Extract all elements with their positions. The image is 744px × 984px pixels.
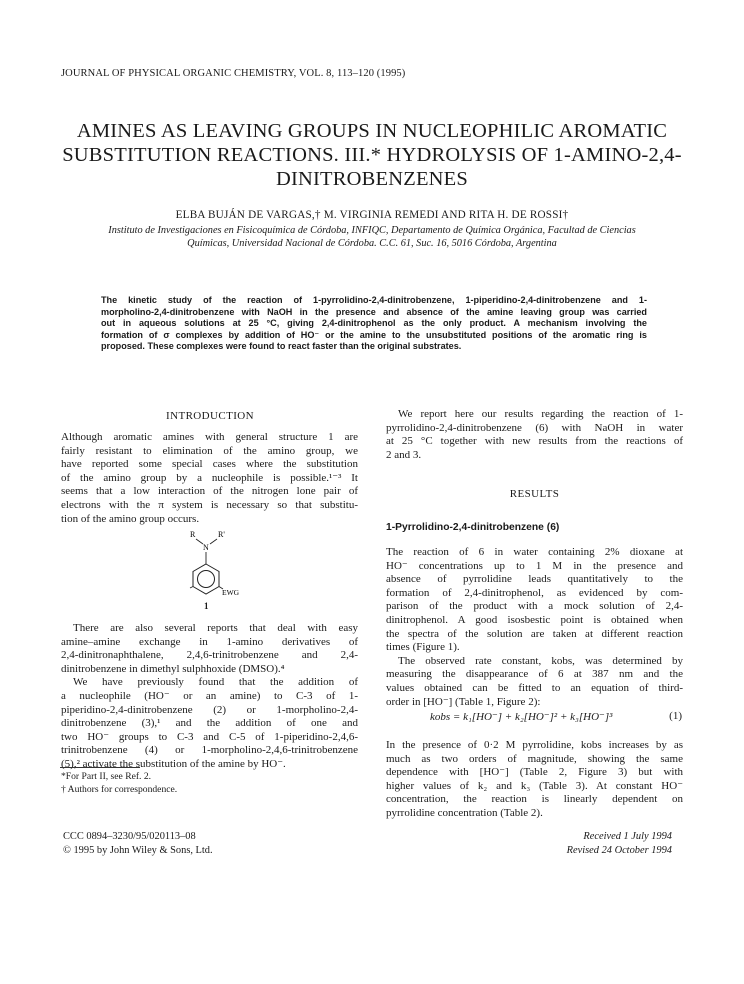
section-heading-results: RESULTS [509, 488, 560, 500]
abstract-line: out in aqueous solutions at 25 °C, giving 2,4-dinitrophenol as the only product. A mechanism involving the [101, 318, 647, 329]
results-paragraph [386, 546, 683, 709]
section-heading-introduction: INTRODUCTION [166, 410, 254, 422]
text-line: values obtained can be fitted to an equation of third- [386, 681, 683, 694]
text-line: parison of the product with a mock solution of 2,4- [386, 600, 683, 613]
intro-paragraph [61, 622, 358, 772]
authors: ELBA BUJÁN DE VARGAS,† M. VIRGINIA REMEDI AND RITA H. DE ROSSI† [175, 209, 569, 221]
ccc-code: CCC 0894–3230/95/020113–08 [63, 831, 196, 842]
intro-paragraph [61, 431, 358, 526]
text-line: We have previously found that the addition of [73, 676, 358, 689]
structure-1-drawing [160, 526, 270, 616]
text-line: measuring the disappearance of 6 at 387 nm and the [386, 668, 683, 681]
text-line: much as two orders of magnitude, showing the same [386, 752, 683, 765]
text-line: of the amino group by a nucleophile is possible.¹⁻³ It [61, 471, 358, 484]
text-line: the spectra of the solution are taken at different reaction [386, 627, 683, 640]
copyright-block [63, 830, 213, 857]
results-paragraph [386, 739, 683, 821]
text-line: There are also several reports that deal with easy [73, 622, 358, 634]
text-line: HO⁻ concentrations up to 1 M in the presence and [386, 559, 683, 572]
text-line: at 25 °C together with new results from the reactions of [386, 435, 683, 448]
affiliation-line: Químicas, Universidad Nacional de Córdoba. C.C. 61, Suc. 16, 5016 Córdoba, Argentina [187, 238, 557, 249]
text-line: 2 and 3. [386, 448, 422, 461]
text-line: dinitrophenol. A good isosbestic point is obtained when [386, 613, 683, 626]
text-line: 2,4-dinitronaphthalene, 2,4,6-trinitrobenzene and 2,4- [61, 649, 358, 662]
subsection-heading: 1-Pyrrolidino-2,4-dinitrobenzene (6) [386, 522, 560, 533]
title-line: DINITROBENZENES [275, 168, 469, 190]
abstract-line: The kinetic study of the reaction of 1-pyrrolidino-2,4-dinitrobenzene, 1-piperidino-2,4-dinitrobenzene and 1- [101, 295, 647, 305]
text-line: a nucleophile (HO⁻ or an amine) to C-3 of 1- [61, 689, 358, 702]
text-line: electrons with the π system is necessary so that substitu- [61, 498, 358, 511]
text-line: have reported some special cases where the substitution [61, 458, 358, 471]
affiliation [60, 224, 684, 250]
text-line: In the presence of 0·2 M pyrrolidine, kobs increases by as [386, 739, 683, 751]
text-line: dinitrobenzene (3),¹ and the addition of one and [61, 717, 358, 730]
received-date: Received 1 July 1994 [583, 831, 672, 842]
revised-date: Revised 24 October 1994 [566, 844, 672, 856]
text-line: times (Figure 1). [386, 641, 460, 654]
text-line: (5),² activate the substitution of the amine by HO⁻. [61, 757, 286, 770]
text-line: two HO⁻ groups to C-3 and C-5 of 1-piperidino-2,4,6- [61, 730, 358, 743]
abstract-line: formation of σ complexes by addition of HO⁻ or the amine to the unsubstituted positions of the aromatic ring is [101, 329, 647, 340]
received-dates [490, 830, 672, 857]
abstract-line: morpholino-2,4-dinitrobenzene with NaOH in the presence and absence of the amine leaving group was carried [101, 306, 647, 317]
footnote: † Authors for correspondence. [61, 784, 178, 795]
text-line: order in [HO⁻] (Table 1, Figure 2): [386, 695, 541, 708]
footnote: *For Part II, see Ref. 2. [61, 771, 152, 782]
text-line: fairly resistant to elimination of the amino group, we [61, 444, 358, 457]
text-line: piperidino-2,4-dinitrobenzene (2) or 1-morpholino-2,4- [61, 703, 358, 716]
text-line: tion of the amino group occurs. [61, 512, 200, 525]
text-line: absence of pyrrolidine leads quantitatively to the [386, 573, 683, 586]
title-line: SUBSTITUTION REACTIONS. III.* HYDROLYSIS OF 1-AMINO-2,4- [62, 144, 682, 166]
footnote-divider [60, 767, 140, 768]
text-line: Although aromatic amines with general structure 1 are [61, 431, 358, 443]
text-line: pyrrolidine concentration (Table 2). [386, 806, 543, 819]
results-intro-paragraph [386, 408, 683, 462]
affiliation-line: Instituto de Investigaciones en Fisicoquímica de Córdoba, INFIQC, Departamento de Química Orgánica, Facultad de Ciencias [108, 225, 636, 236]
text-line: trinitrobenzene (4) or 1-morpholino-2,4,6-trinitrobenzene [61, 744, 358, 757]
text-line: The observed rate constant, kobs, was determined by [398, 654, 683, 667]
title-line: AMINES AS LEAVING GROUPS IN NUCLEOPHILIC AROMATIC [76, 120, 668, 142]
structure-n: N [203, 543, 209, 552]
structure-ewg: EWG [222, 588, 240, 597]
text-line: higher values of k₂ and k₃ (Table 3). At constant HO⁻ [386, 779, 683, 792]
equation-body: kobs = k₁[HO⁻] + k₂[HO⁻]² + k₃[HO⁻]³ [430, 711, 613, 723]
text-line: pyrrolidino-2,4-dinitrobenzene (6) with NaOH in water [386, 421, 683, 434]
text-line: dinitrobenzene in dimethyl sulphhoxide (DMSO).⁴ [61, 662, 285, 675]
text-line: concentration, the reaction is linearly dependent on [386, 793, 683, 806]
equation-number: (1) [669, 710, 682, 722]
structure-label: 1 [204, 601, 209, 611]
text-line: formation of 2,4-dinitrophenol, as evidenced by com- [386, 586, 683, 599]
paper-title [60, 119, 684, 191]
journal-header: JOURNAL OF PHYSICAL ORGANIC CHEMISTRY, VOL. 8, 113–120 (1995) [61, 68, 406, 79]
abstract-line: proposed. These complexes were found to react faster than the original substrates. [101, 341, 462, 352]
copyright-notice: © 1995 by John Wiley & Sons, Ltd. [63, 844, 213, 856]
text-line: We report here our results regarding the reaction of 1- [398, 408, 683, 420]
abstract [101, 295, 647, 353]
text-line: dependence with [HO⁻] (Table 2, Figure 3) but with [386, 766, 683, 779]
text-line: The reaction of 6 in water containing 2% dioxane at [386, 546, 683, 558]
structure-r2: R' [218, 530, 225, 539]
structure-r1: R [190, 530, 196, 539]
text-line: amine–amine exchange in 1-amino derivatives of [61, 635, 358, 648]
text-line: seems that a low interaction of the nitrogen lone pair of [61, 485, 358, 498]
